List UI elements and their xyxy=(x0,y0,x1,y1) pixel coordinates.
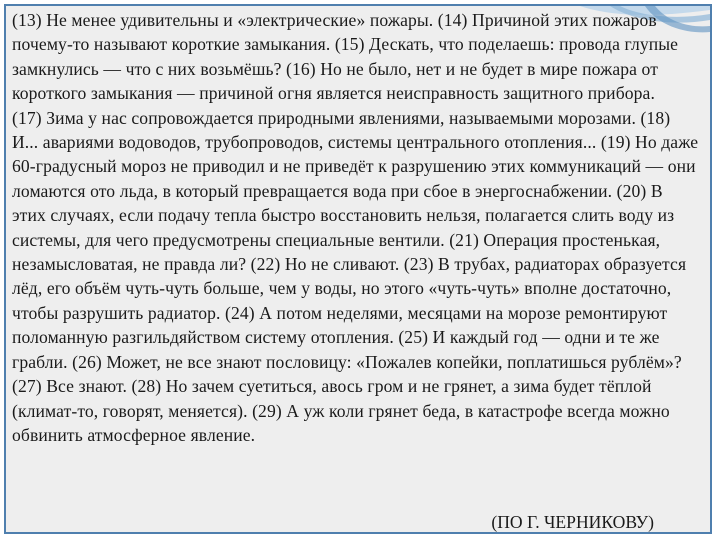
paragraph-1: (13) Не менее удивительны и «электрические» пожары. (14) Причиной этих пожаров почему-то называют короткие замыкания. (15) Дескать, что поделаешь: провода глупые замкнулись — что с них возьмёшь? (16) Но не было, нет и не будет в мире пожара от короткого замыкания — причиной огня является неисправность защитного прибора. xyxy=(12,10,679,104)
text-block xyxy=(12,8,700,447)
paragraph-2: (17) Зима у нас сопровождается природными явлениями, называемыми морозами. (18) И... авариями водоводов, трубопроводов, системы центрального отопления... (19) Но даже 60-градусный мороз не приводил и не приведёт к разрушению этих коммуникаций — они ломаются ото льда, в который превращается вода при сбое в энергоснабжении. (20) В этих случаях, если подачу тепла быстро восстановить нельзя, полагается слить воду из системы, для чего предусмотрены специальные вентили. (21) Операция простенькая, незамысловатая, не правда ли? (22) Но не сливают. (23) В трубах, радиаторах образуется лёд, его объём чуть-чуть больше, чем у воды, но этого «чуть-чуть» вполне достаточно, чтобы разрушить радиатор. (24) А потом неделями, месяцами на морозе ремонтируют поломанную разгильдяйством систему отопления. (25) И каждый год — одни и те же грабли. (26) Может, не все знают пословицу: «Пожалев копейки, поплатишься рублём»? (27) Все знают. (28) Но зачем суетиться, авось гром и не грянет, а зима будет тёплой (климат-то, говорят, меняется). (29) А уж коли грянет беда, в катастрофе всегда можно обвинить атмосферное явление. xyxy=(12,107,699,445)
author-signature: (ПО Г. ЧЕРНИКОВУ) xyxy=(491,512,654,532)
